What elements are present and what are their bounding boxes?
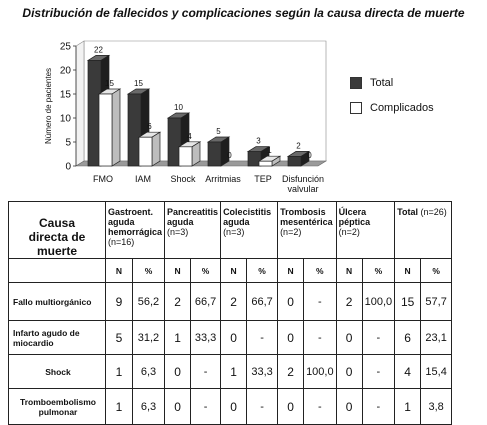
table-cell: 6,3 bbox=[132, 389, 164, 425]
y-tick-label: 15 bbox=[59, 89, 71, 101]
col-header-colecistitis: Colecistitis aguda (n=3) bbox=[221, 202, 278, 259]
data-label: 15 bbox=[105, 79, 114, 88]
table-row-infarto bbox=[9, 321, 452, 355]
row-label: Tromboembolismo pulmonar bbox=[9, 389, 106, 425]
bar-complicados bbox=[99, 94, 112, 166]
data-label: 6 bbox=[147, 122, 152, 132]
table-cell: 4 bbox=[395, 355, 421, 389]
legend-label-total: Total bbox=[370, 77, 394, 89]
table-cell: 66,7 bbox=[247, 283, 278, 321]
table-cell: - bbox=[304, 321, 337, 355]
table-cell: 1 bbox=[395, 389, 421, 425]
table-cell: 2 bbox=[165, 283, 191, 321]
x-tick-label: valvular bbox=[287, 184, 319, 194]
table-cell: 0 bbox=[336, 355, 362, 389]
subheader-pct: % bbox=[304, 259, 337, 283]
table-cell: - bbox=[304, 389, 337, 425]
table-cell: 1 bbox=[106, 389, 133, 425]
table-cell: - bbox=[362, 321, 395, 355]
bar-complicados-side bbox=[152, 132, 160, 166]
table-cell: 2 bbox=[278, 355, 304, 389]
data-label: 22 bbox=[94, 45, 103, 55]
x-tick-label: Disfunción bbox=[281, 174, 325, 184]
bar-complicados-side bbox=[112, 89, 120, 166]
table-row-fallo-multiorganico bbox=[9, 283, 452, 321]
col-header-gastroenteritis: Gastroent. aguda hemorrágica (n=16) bbox=[106, 202, 165, 259]
row-label: Fallo multiorgánico bbox=[9, 283, 106, 321]
table-header-row bbox=[9, 202, 452, 259]
col-header-total: Total (n=26) bbox=[395, 202, 452, 259]
data-label: 2 bbox=[296, 141, 301, 151]
x-tick-label: IAM bbox=[134, 174, 152, 184]
table-cell: 100,0 bbox=[362, 283, 395, 321]
y-tick-label: 10 bbox=[59, 113, 71, 125]
table-cell: 1 bbox=[106, 355, 133, 389]
table-cell: 56,2 bbox=[132, 283, 164, 321]
table-cell: - bbox=[247, 321, 278, 355]
data-label: 0 bbox=[307, 151, 312, 160]
y-tick-label: 0 bbox=[65, 161, 71, 173]
chart-side-wall bbox=[76, 41, 84, 166]
bar-complicados bbox=[259, 161, 272, 166]
table-cell: 0 bbox=[278, 283, 304, 321]
legend-item-total bbox=[350, 75, 434, 91]
bar-complicados bbox=[139, 137, 152, 166]
table-cell: 2 bbox=[221, 283, 247, 321]
table-cell: - bbox=[362, 355, 395, 389]
table-cell: 0 bbox=[221, 321, 247, 355]
table-cell: 0 bbox=[221, 389, 247, 425]
corner-header: Causa directa de muerte bbox=[9, 202, 106, 259]
subheader-n: N bbox=[395, 259, 421, 283]
data-label: 5 bbox=[216, 127, 221, 136]
table-cell: 15,4 bbox=[421, 355, 452, 389]
subheader-pct: % bbox=[247, 259, 278, 283]
y-tick-label: 20 bbox=[59, 65, 71, 77]
col-header-pancreatitis: Pancreatitis aguda (n=3) bbox=[165, 202, 221, 259]
data-label: 10 bbox=[174, 103, 183, 112]
table-cell: 66,7 bbox=[191, 283, 221, 321]
y-tick-label: 5 bbox=[65, 137, 71, 149]
table-cell: 33,3 bbox=[191, 321, 221, 355]
subheader-n: N bbox=[221, 259, 247, 283]
row-label: Shock bbox=[9, 355, 106, 389]
subheader-n: N bbox=[165, 259, 191, 283]
bar-total bbox=[288, 156, 301, 166]
table-cell: - bbox=[247, 389, 278, 425]
table-cell: 1 bbox=[221, 355, 247, 389]
table-cell: - bbox=[304, 283, 337, 321]
table-cell: 6,3 bbox=[132, 355, 164, 389]
x-tick-label: FMO bbox=[93, 174, 113, 184]
table-cell: - bbox=[191, 389, 221, 425]
y-tick-label: 25 bbox=[59, 41, 71, 53]
table-cell: 0 bbox=[165, 389, 191, 425]
col-header-ulcera: Úlcera péptica (n=2) bbox=[336, 202, 395, 259]
table-cell: 1 bbox=[165, 321, 191, 355]
table-cell: 15 bbox=[395, 283, 421, 321]
bar-total bbox=[208, 142, 221, 166]
table-subheader-row bbox=[9, 259, 452, 283]
subheader-pct: % bbox=[132, 259, 164, 283]
table-cell: 0 bbox=[336, 321, 362, 355]
table-cell: 5 bbox=[106, 321, 133, 355]
col-header-trombosis: Trombosis mesentérica (n=2) bbox=[278, 202, 337, 259]
data-label: 4 bbox=[187, 131, 192, 141]
legend-item-complicados bbox=[350, 100, 434, 116]
subheader-pct: % bbox=[362, 259, 395, 283]
table-cell: 0 bbox=[278, 321, 304, 355]
bar-complicados bbox=[179, 147, 192, 166]
subheader-pct: % bbox=[191, 259, 221, 283]
table-cell: 33,3 bbox=[247, 355, 278, 389]
table-cell: 6 bbox=[395, 321, 421, 355]
table-row-tromboembolismo bbox=[9, 389, 452, 425]
x-tick-label: Shock bbox=[170, 174, 196, 184]
table-row-shock bbox=[9, 355, 452, 389]
figure-title: Distribución de fallecidos y complicaciones según la causa directa de muerte bbox=[22, 6, 465, 20]
legend-swatch-complicados bbox=[350, 102, 362, 114]
legend-label-complicados: Complicados bbox=[370, 102, 434, 114]
subheader-n: N bbox=[278, 259, 304, 283]
table-cell: 0 bbox=[336, 389, 362, 425]
data-label: 3 bbox=[256, 136, 261, 146]
data-label: 15 bbox=[134, 79, 143, 88]
table-cell: 0 bbox=[278, 389, 304, 425]
data-label: 1 bbox=[267, 146, 272, 156]
data-label: 0 bbox=[227, 151, 232, 160]
x-tick-label: TEP bbox=[254, 174, 272, 184]
y-axis-label: Número de pacientes bbox=[44, 67, 53, 145]
subheader-empty bbox=[9, 259, 106, 283]
subheader-n: N bbox=[106, 259, 133, 283]
table-cell: 31,2 bbox=[132, 321, 164, 355]
legend-swatch-total bbox=[350, 77, 362, 89]
table-cell: - bbox=[191, 355, 221, 389]
data-table bbox=[8, 201, 452, 425]
table-cell: 2 bbox=[336, 283, 362, 321]
table-cell: 100,0 bbox=[304, 355, 337, 389]
table-cell: 3,8 bbox=[421, 389, 452, 425]
table-cell: 0 bbox=[165, 355, 191, 389]
subheader-pct: % bbox=[421, 259, 452, 283]
chart-legend bbox=[350, 75, 434, 125]
table-cell: - bbox=[362, 389, 395, 425]
table-cell: 9 bbox=[106, 283, 133, 321]
table-cell: 23,1 bbox=[421, 321, 452, 355]
subheader-n: N bbox=[336, 259, 362, 283]
row-label: Infarto agudo de miocardio bbox=[9, 321, 106, 355]
x-tick-label: Arritmias bbox=[205, 174, 241, 184]
table-cell: 57,7 bbox=[421, 283, 452, 321]
